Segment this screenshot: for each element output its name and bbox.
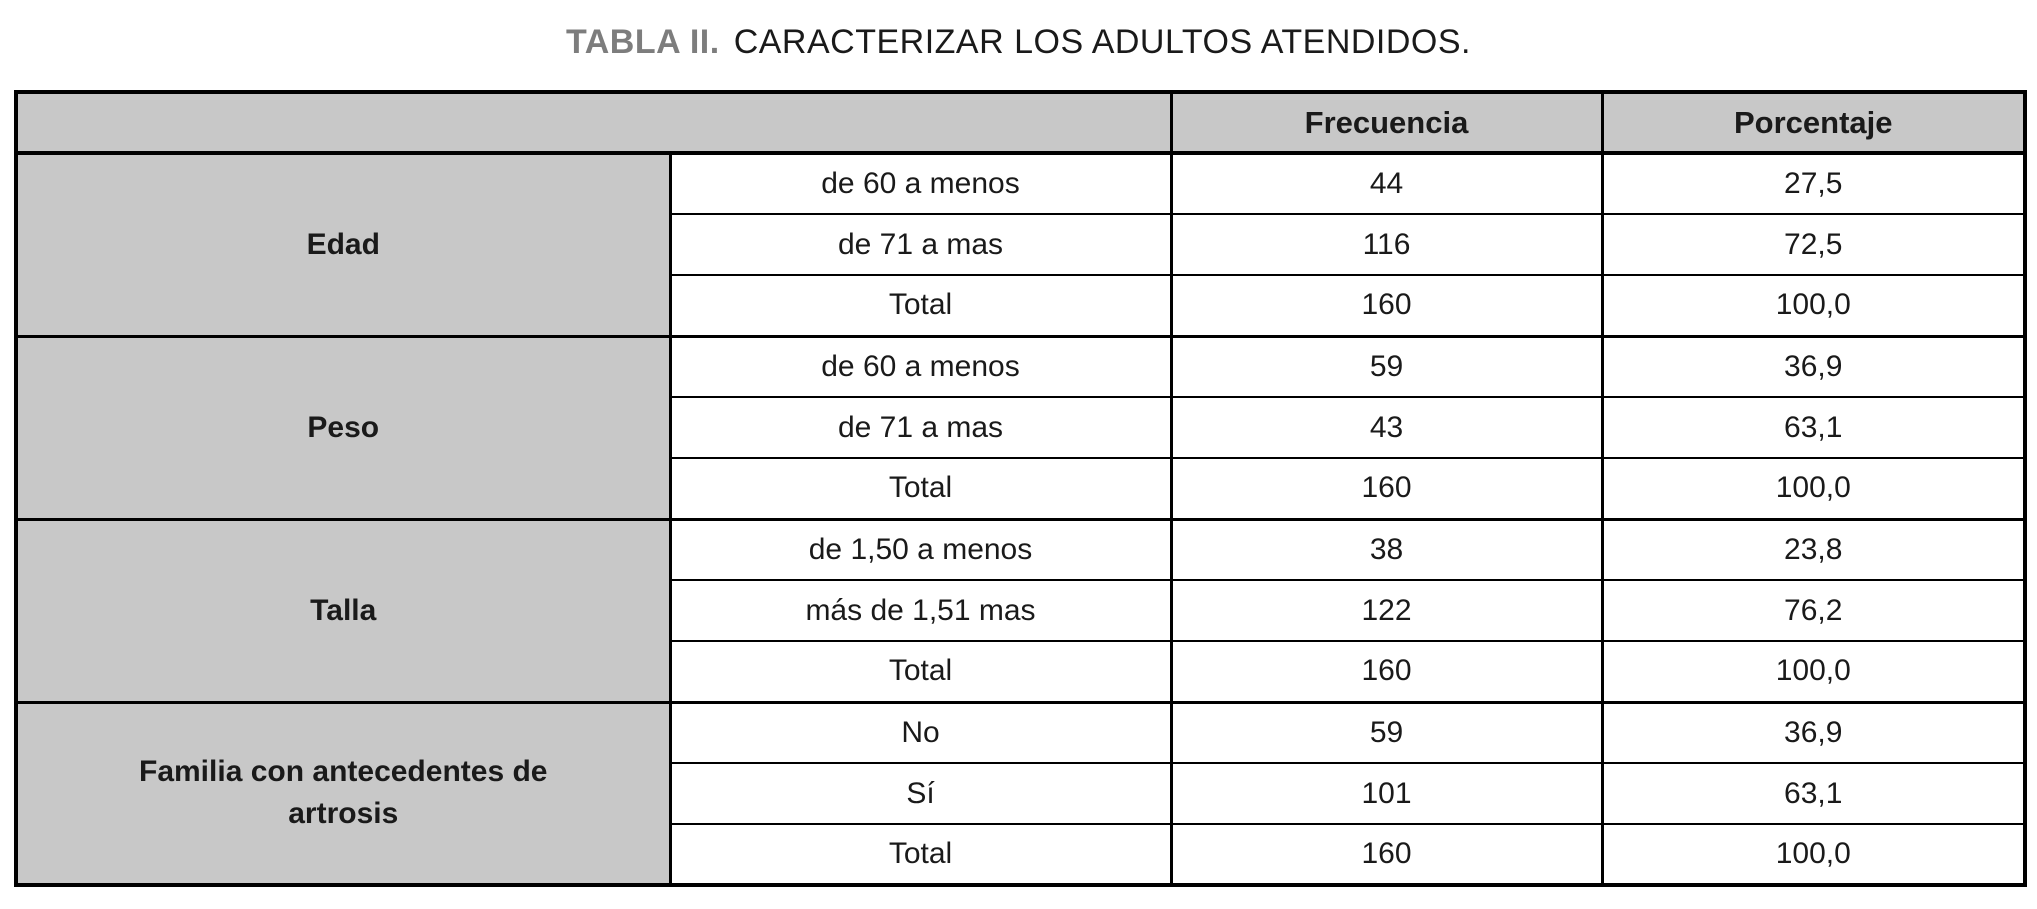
frequency-cell: 160 [1171, 275, 1602, 336]
percentage-cell: 63,1 [1602, 397, 2025, 458]
percentage-cell: 63,1 [1602, 763, 2025, 824]
percentage-cell: 36,9 [1602, 702, 2025, 763]
table-row [16, 153, 2025, 214]
row-label-cell: Sí [670, 763, 1171, 824]
row-label-cell: de 71 a mas [670, 397, 1171, 458]
table-caption [0, 16, 2037, 68]
row-label-cell: de 1,50 a menos [670, 519, 1171, 580]
frequency-cell: 44 [1171, 153, 1602, 214]
table-header-row [16, 92, 2025, 153]
frequency-cell: 122 [1171, 580, 1602, 641]
table-row [16, 336, 2025, 397]
frequency-cell: 38 [1171, 519, 1602, 580]
category-cell-edad: Edad [16, 153, 670, 336]
frequency-cell: 59 [1171, 702, 1602, 763]
percentage-cell: 27,5 [1602, 153, 2025, 214]
row-label-cell: de 60 a menos [670, 153, 1171, 214]
percentage-cell: 72,5 [1602, 214, 2025, 275]
percentage-cell: 100,0 [1602, 458, 2025, 519]
frequency-cell: 116 [1171, 214, 1602, 275]
percentage-cell: 76,2 [1602, 580, 2025, 641]
frequency-cell: 160 [1171, 824, 1602, 885]
frequency-cell: 101 [1171, 763, 1602, 824]
row-label-cell: Total [670, 275, 1171, 336]
row-label-cell: Total [670, 641, 1171, 702]
percentage-cell: 23,8 [1602, 519, 2025, 580]
header-frequency: Frecuencia [1171, 92, 1602, 153]
header-empty-cell [16, 92, 1171, 153]
row-label-cell: de 60 a menos [670, 336, 1171, 397]
row-label-cell: Total [670, 458, 1171, 519]
category-cell-talla: Talla [16, 519, 670, 702]
frequency-cell: 160 [1171, 641, 1602, 702]
row-label-cell: No [670, 702, 1171, 763]
percentage-cell: 100,0 [1602, 824, 2025, 885]
row-label-cell: de 71 a mas [670, 214, 1171, 275]
category-cell-peso: Peso [16, 336, 670, 519]
row-label-cell: más de 1,51 mas [670, 580, 1171, 641]
percentage-cell: 36,9 [1602, 336, 2025, 397]
statistics-table [14, 90, 2027, 887]
percentage-cell: 100,0 [1602, 641, 2025, 702]
table-caption-number: TABLA II. [565, 23, 720, 61]
percentage-cell: 100,0 [1602, 275, 2025, 336]
frequency-cell: 43 [1171, 397, 1602, 458]
frequency-cell: 59 [1171, 336, 1602, 397]
row-label-cell: Total [670, 824, 1171, 885]
frequency-cell: 160 [1171, 458, 1602, 519]
category-cell-familia: Familia con antecedentes de artrosis [16, 702, 670, 885]
table-row [16, 519, 2025, 580]
header-percentage: Porcentaje [1602, 92, 2025, 153]
table-row [16, 702, 2025, 763]
table-caption-text: CARACTERIZAR LOS ADULTOS ATENDIDOS. [733, 23, 1471, 61]
